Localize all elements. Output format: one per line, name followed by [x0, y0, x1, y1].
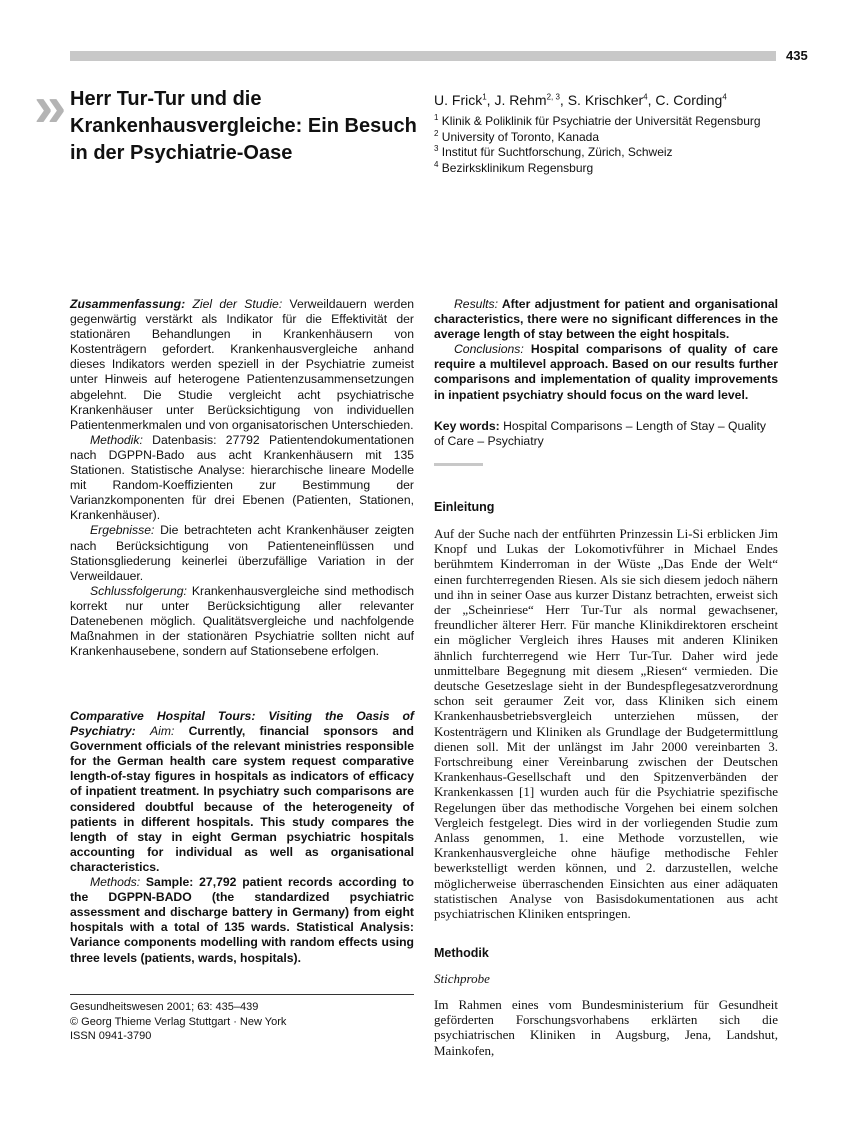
abstract-english	[70, 709, 414, 966]
journal-footer	[70, 1000, 286, 1044]
author-name: U. Frick	[434, 92, 483, 108]
article-title: Herr Tur-Tur und die Krankenhausvergleiche: Ein Besuch in der Psychiatrie-Oase	[70, 88, 417, 164]
abstract-english-cont	[434, 297, 778, 403]
author-separator: ,	[559, 92, 568, 108]
author-name: S. Krischker	[567, 92, 644, 108]
einleitung-text: Auf der Suche nach der entführten Prinzessin Li-Si erblicken Jim Knopf und Lukas der Lokomotivführer in Michael Endes berühmtem Kinderroman in der Wüste „Das Ende der Welt“ einen furchterregenden Riesen. Als sie sich diesem jedoch nähern und ihn in seiner Oase aus kurzer Distanz betrachten, erweist sich der „Scheinriese“ Herr Tur-Tur als normal gewachsener, freundlicher älterer Herr. Für manche Klinikdirektoren erscheint ein möglicher Vergleich ihres Hauses mit anderen Kliniken ähnlich furchterregend wie Herr Tur-Tur. Daher wird jede unmittelbare Begegnung mit diesem „Riesen“ vermieden. Die deutsche Gesetzeslage sieht in der Bundespflegesatzverordnung schon seit geraumer Zeit vor, dass Kliniken sich einem Krankenhausbetriebsvergleich unterziehen müssen, der Kostenträgern und Kliniken als Grundlage der Budgetermittlung dienen soll. Mit der unlängst im Jahr 2000 vereinbarten 3. Fortschreibung einer Vereinbarung zwischen der Deutschen Krankenhaus-Gesellschaft und den Spitzenverbänden der Krankenkassen [1] wurden auch für die Psychiatrie spezifische Regelungen über das methodische Vorgehen bei einem solchen Vergleich festgelegt. Dies wird in der vorliegenden Studie zum Anlass genommen, 1. eine Methode vorzustellen, wie Krankenhausvergleiche ohne häufige methodische Fehler bewerkstelligt werden können, und 2. darzustellen, welche möglicherweise überraschenden Einsichten aus einer adäquaten statistischen Analyse von Basisdokumentationen aus acht psychiatrischen Kliniken entspringen.	[434, 526, 778, 922]
footer-copyright: © Georg Thieme Verlag Stuttgart · New York	[70, 1015, 287, 1028]
aim-en-label: Aim:	[149, 724, 175, 739]
section-heading-methodik: Methodik	[434, 946, 489, 960]
quote-marker-icon: »	[34, 74, 59, 139]
aim-label: Ziel der Studie:	[192, 297, 283, 311]
author-affiliation-marker: 4	[722, 92, 727, 102]
keywords	[434, 419, 778, 449]
page-number: 435	[786, 48, 808, 63]
methods-en-label: Methods:	[90, 875, 141, 890]
affiliation-item	[434, 161, 761, 177]
affiliation-number: 1	[434, 113, 439, 122]
methods-text: Datenbasis: 27792 Patientendokumentationen nach DGPPN-Bado aus acht Krankenhäusern mit 135 Stationen. Statistische Analyse: hierarchische lineare Modelle mit Random-Koeffizienten zur Bestimmung der Varianzkomponenten für drei Ebenen (Patienten, Stationen, Krankenhäuser).	[70, 432, 414, 523]
aim-en-text: Currently, financial sponsors and Government officials of the relevant ministries responsible for the German health care system request comparative length-of-stay figures in hospitals as indicators of efficacy of inpatient treatment. In psychiatry such comparisons are considered doubtful because of the heterogeneity of patients in different hospitals. This study compares the length of stay in eight German psychiatric hospitals accounting for individual as well as organisational characteristics.	[70, 724, 414, 874]
methods-label: Methodik:	[90, 432, 143, 447]
results-text: Die betrachteten acht Krankenhäuser zeigten nach Berücksichtigung von Patienteneinflüssen und Stationsgliederung keinerlei überzufällige Variation in der Verweildauer.	[70, 523, 414, 583]
affiliation-item	[434, 130, 761, 146]
subheading-stichprobe: Stichprobe	[434, 971, 490, 986]
keywords-label: Key words:	[434, 419, 500, 433]
author-line	[434, 91, 727, 109]
divider	[434, 463, 483, 466]
author-affiliation-marker: 4	[643, 92, 648, 102]
header-bar	[70, 51, 776, 61]
footer-issn: ISSN 0941-3790	[70, 1030, 152, 1042]
affiliation-text: Institut für Suchtforschung, Zürich, Schweiz	[438, 145, 673, 160]
abstract-en-heading: Comparative Hospital Tours: Visiting the Oasis of Psychiatry:	[70, 709, 414, 739]
author-affiliation-marker: 2, 3	[546, 92, 560, 102]
affiliation-text: University of Toronto, Kanada	[438, 129, 599, 144]
affiliation-number: 4	[434, 159, 439, 169]
affiliations	[434, 114, 761, 176]
aim-text: Verweildauern werden gegenwärtig verstärkt als Indikator für die Effektivität der stationären Behandlungen in Krankenhäusern von Kostenträgern gefordert. Krankenhausvergleiche anhand dieses Indikators werden speziell in der Psychiatrie zumeist unter Hinweis auf heterogene Patientenzusammensetzungen abgelehnt. Die Studie vergleicht acht psychiatrische Krankenhäuser unter Berücksichtigung von individuellen Patientenmerkmalen und von organisatorischen Unterschieden.	[70, 297, 415, 432]
author-name: C. Cording	[655, 92, 723, 108]
results-en-text: After adjustment for patient and organisational characteristics, there were no significant differences in the average length of stay between the eight hospitals.	[434, 297, 778, 342]
conclusions-en-text: Hospital comparisons of quality of care require a multilevel approach. Based on our results further comparisons and implementation of quality improvements in inpatient psychiatry should focus on the ward level.	[434, 342, 778, 402]
conclusion-label: Schlussfolgerung:	[90, 583, 187, 598]
footer-rule	[70, 994, 414, 995]
affiliation-text: Bezirksklinikum Regensburg	[438, 160, 594, 175]
abstract-heading: Zusammenfassung:	[70, 297, 186, 311]
conclusions-en-label: Conclusions:	[454, 342, 524, 357]
author-name: J. Rehm	[494, 92, 547, 108]
affiliation-text: Klinik & Poliklinik für Psychiatrie der Universität Regensburg	[438, 114, 761, 128]
affiliation-item	[434, 114, 761, 130]
author-separator: ,	[647, 92, 656, 108]
affiliation-item	[434, 145, 761, 161]
author-separator: ,	[486, 92, 495, 108]
footer-citation: Gesundheitswesen 2001; 63: 435–439	[70, 1001, 259, 1013]
conclusion-text: Krankenhausvergleiche sind methodisch korrekt nur unter Berücksichtigung aller relevanter Datenebenen möglich. Qualitätsvergleiche und nachfolgende Maßnahmen in der stationären Psychiatrie sollten nicht auf Krankenhausebene, sondern auf Stationsebene erfolgen.	[70, 583, 414, 659]
results-label: Ergebnisse:	[90, 523, 155, 538]
affiliation-number: 2	[434, 128, 439, 138]
author-affiliation-marker: 1	[482, 92, 487, 102]
abstract-german	[70, 297, 414, 659]
methods-en-text: Sample: 27,792 patient records according to the DGPPN-BADO (the standardized psychiatric assessment and discharge battery in Germany) from eight hospitals with a total of 135 wards. Statistical Analysis: Variance components modelling with random effects using three levels (patients, wards, hospitals).	[70, 875, 414, 965]
results-en-label: Results:	[454, 297, 499, 311]
methodik-text: Im Rahmen eines vom Bundesministerium für Gesundheit geförderten Forschungsvorhabens erklärten sich die psychiatrischen Kliniken in Augsburg, Jena, Landshut, Mainkofen,	[434, 997, 778, 1058]
affiliation-number: 3	[434, 144, 439, 154]
keywords-text: Hospital Comparisons – Length of Stay – Quality of Care – Psychiatry	[434, 419, 766, 449]
section-heading-einleitung: Einleitung	[434, 500, 495, 514]
